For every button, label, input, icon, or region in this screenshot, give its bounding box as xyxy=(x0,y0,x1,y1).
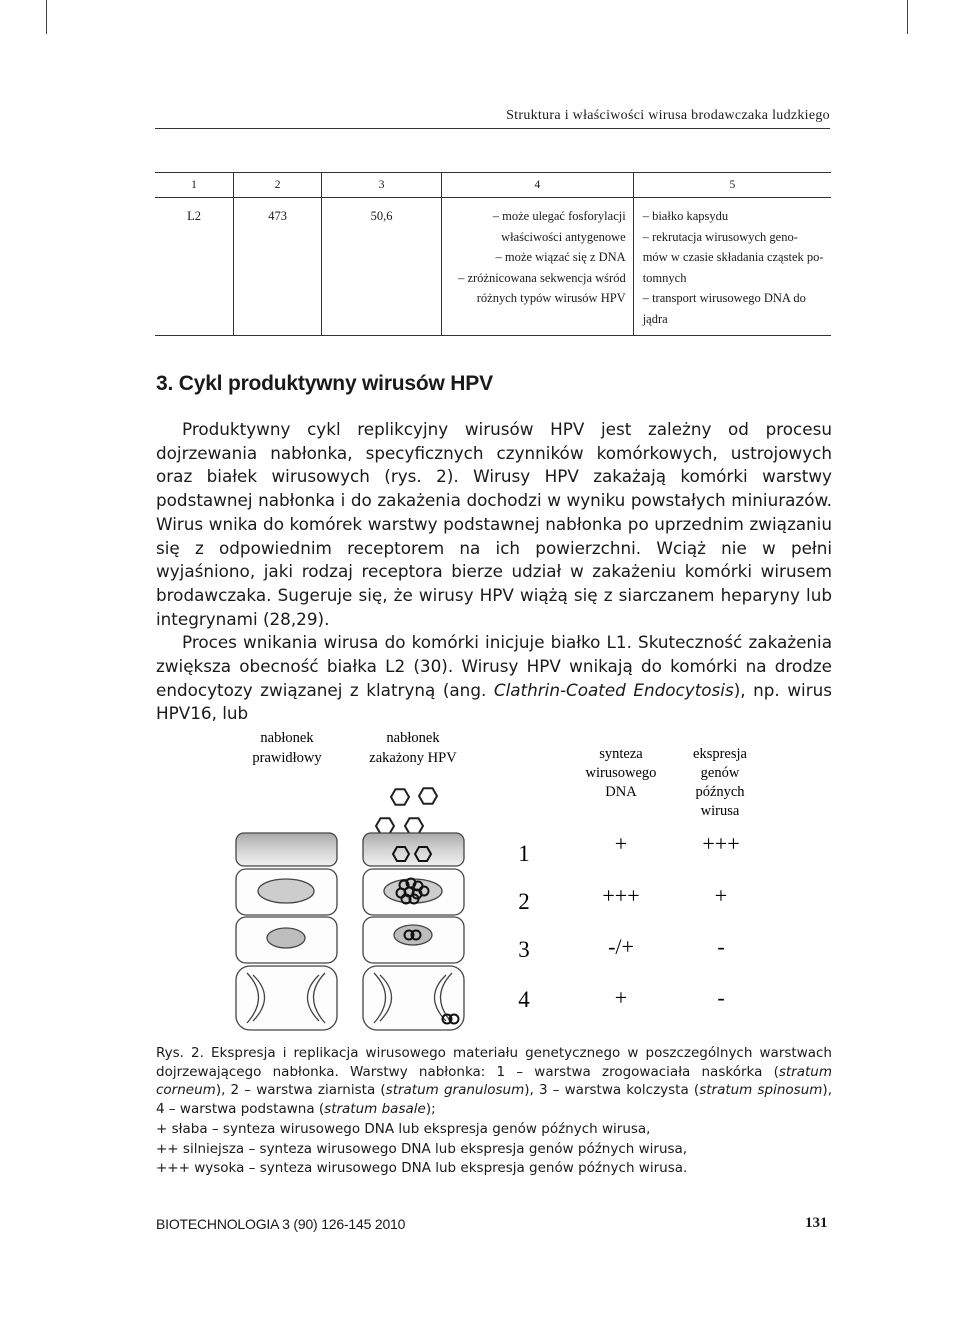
paragraph-text: ), np. wirus HPV16, lub xyxy=(156,679,832,724)
nucleus xyxy=(267,928,305,948)
caption-italic: stratum granulosum xyxy=(385,1082,525,1098)
caption-segment: ), 3 – warstwa kolczysta ( xyxy=(524,1082,700,1098)
synthesis-value: -/+ xyxy=(608,934,634,959)
column-header: 3 xyxy=(322,173,442,198)
caption-italic: stratum basale xyxy=(324,1100,426,1117)
property-line: – zróżnicowana sekwencja wśród xyxy=(458,270,626,285)
function-line: – transport wirusowego DNA do xyxy=(642,291,806,305)
column-header: 2 xyxy=(234,173,322,198)
virion-icon xyxy=(419,788,437,804)
header-synthesis-line: DNA xyxy=(605,784,637,800)
caption-text xyxy=(156,1044,832,1118)
layer-number: 1 xyxy=(518,841,530,866)
header-expression-line: wirusa xyxy=(700,803,740,819)
caption-italic: stratum corneum xyxy=(156,1063,832,1098)
layer-number: 4 xyxy=(518,987,530,1012)
functions-cell xyxy=(633,198,831,336)
expression-value: - xyxy=(717,934,725,959)
header-synthesis-line: synteza xyxy=(599,746,643,762)
property-line: – może wiązać się z DNA xyxy=(495,250,626,264)
caption-segment: Ekspresja i replikacja wirusowego materiału genetycznego w poszczególnych warstwach dojrzewającego nabłonka. Warstwy nabłonka: 1 – warstwa zrogowaciała naskórka ( xyxy=(156,1045,832,1080)
synthesis-value: + xyxy=(614,831,628,856)
caption-segment: ), 2 – warstwa ziarnista ( xyxy=(215,1082,386,1098)
legend-item: ++ silniejsza – synteza wirusowego DNA lub ekspresja genów późnych wirusa, xyxy=(156,1140,688,1157)
paragraph: Produktywny cykl replikcyjny wirusów HPV jest zależny od procesu dojrzewania nabłonka, specyficznych czynników komórkowych, ustrojowych oraz białek wirusowych (rys. 2). Wirusy HPV zakażają komórki warstwy podstawnej nabłonka i do zakażenia dochodzi w wyniku powstałych miniurazów. Wirus wnika do komórek warstwy podstawnej nabłonka po uprzednim związaniu się z odpowiednim receptorem na ich powierzchni. Wciąż nie w pełni wyjaśniono, jaki rodzaj receptora bierze udział w zakażeniu komórki wirusem brodawczaka. Sugeruje się, że wirusy HPV wiążą się z siarczanem heparyny lub integrynami (28,29). xyxy=(156,419,832,629)
properties-table xyxy=(155,172,831,336)
protein-cell: L2 xyxy=(155,198,234,336)
expression-value: + xyxy=(714,883,728,908)
header-normal-line: nabłonek xyxy=(260,730,314,746)
page-number: 131 xyxy=(805,1215,828,1231)
caption-segment: ); xyxy=(425,1100,436,1117)
paragraph-text: Proces wnikania wirusa do komórki inicjuje białko L1. Skuteczność zakażenia zwiększa obecność białka L2 (30). Wirusy HPV wnikają do komórki na drodze endocytozy związanej z klatryną (ang. xyxy=(156,632,832,700)
header-expression-line: późnych xyxy=(695,784,745,800)
crop-mark xyxy=(46,0,47,34)
header-expression-line: ekspresja xyxy=(693,746,747,762)
function-line: jądra xyxy=(642,311,668,326)
virion-icon xyxy=(391,789,409,805)
function-line: – rekrutacja wirusowych geno- xyxy=(642,229,798,244)
table-header-row xyxy=(155,173,831,198)
header-expression-line: genów xyxy=(700,765,740,781)
synthesis-value: + xyxy=(614,985,628,1010)
function-line: – białko kapsydu xyxy=(642,209,729,223)
body-text xyxy=(156,418,832,726)
running-head: Struktura i właściwości wirusa brodawczaka ludzkiego xyxy=(506,108,830,123)
paragraph xyxy=(156,631,832,726)
property-line: różnych typów wirusów HPV xyxy=(476,291,626,305)
header-rule xyxy=(155,128,830,129)
header-infected-line: nabłonek xyxy=(386,730,440,746)
synthesis-value: +++ xyxy=(602,883,640,908)
table-row xyxy=(155,198,831,336)
property-line: – może ulegać fosforylacji xyxy=(492,209,626,223)
legend-item: +++ wysoka – synteza wirusowego DNA lub ekspresja genów późnych wirusa. xyxy=(156,1160,688,1176)
header-normal-line: prawidłowy xyxy=(252,750,322,766)
legend-item: + słaba – synteza wirusowego DNA lub ekspresja genów późnych wirusa, xyxy=(156,1121,651,1137)
section-title: 3. Cykl produktywny wirusów HPV xyxy=(156,372,493,395)
property-line: właściwości antygenowe xyxy=(501,229,626,244)
figure-legend xyxy=(156,1120,832,1179)
infected-epithelium xyxy=(363,833,464,1030)
header-infected-line: zakażony HPV xyxy=(369,750,457,766)
caption-segment: ), 4 – warstwa podstawna ( xyxy=(156,1082,832,1117)
figure-caption xyxy=(156,1044,832,1118)
cell-layer-1 xyxy=(236,833,337,866)
column-header: 1 xyxy=(155,173,234,198)
crop-mark xyxy=(907,0,908,34)
column-header: 4 xyxy=(442,173,634,198)
journal-citation: BIOTECHNOLOGIA 3 (90) 126-145 2010 xyxy=(156,1216,406,1232)
nucleus xyxy=(258,879,314,903)
virion-icon xyxy=(376,818,394,834)
caption-italic: stratum spinosum xyxy=(699,1082,823,1098)
function-line: mów w czasie składania cząstek po- xyxy=(642,250,824,264)
epithelium-figure xyxy=(0,715,960,1035)
length-cell: 473 xyxy=(234,198,322,336)
caption-label: Rys. 2. xyxy=(156,1045,204,1061)
cell-layer-1 xyxy=(363,833,464,866)
column-header: 5 xyxy=(633,173,831,198)
properties-cell xyxy=(442,198,634,336)
expression-value: - xyxy=(717,985,725,1010)
virion-icon xyxy=(405,818,423,834)
normal-epithelium xyxy=(236,833,337,1030)
header-synthesis-line: wirusowego xyxy=(585,765,657,781)
italic-term: Clathrin-Coated Endocytosis xyxy=(493,679,734,700)
expression-value: +++ xyxy=(702,831,740,856)
mass-cell: 50,6 xyxy=(322,198,442,336)
layer-number: 2 xyxy=(518,889,530,914)
function-line: tomnych xyxy=(642,270,687,285)
layer-number: 3 xyxy=(518,937,530,962)
